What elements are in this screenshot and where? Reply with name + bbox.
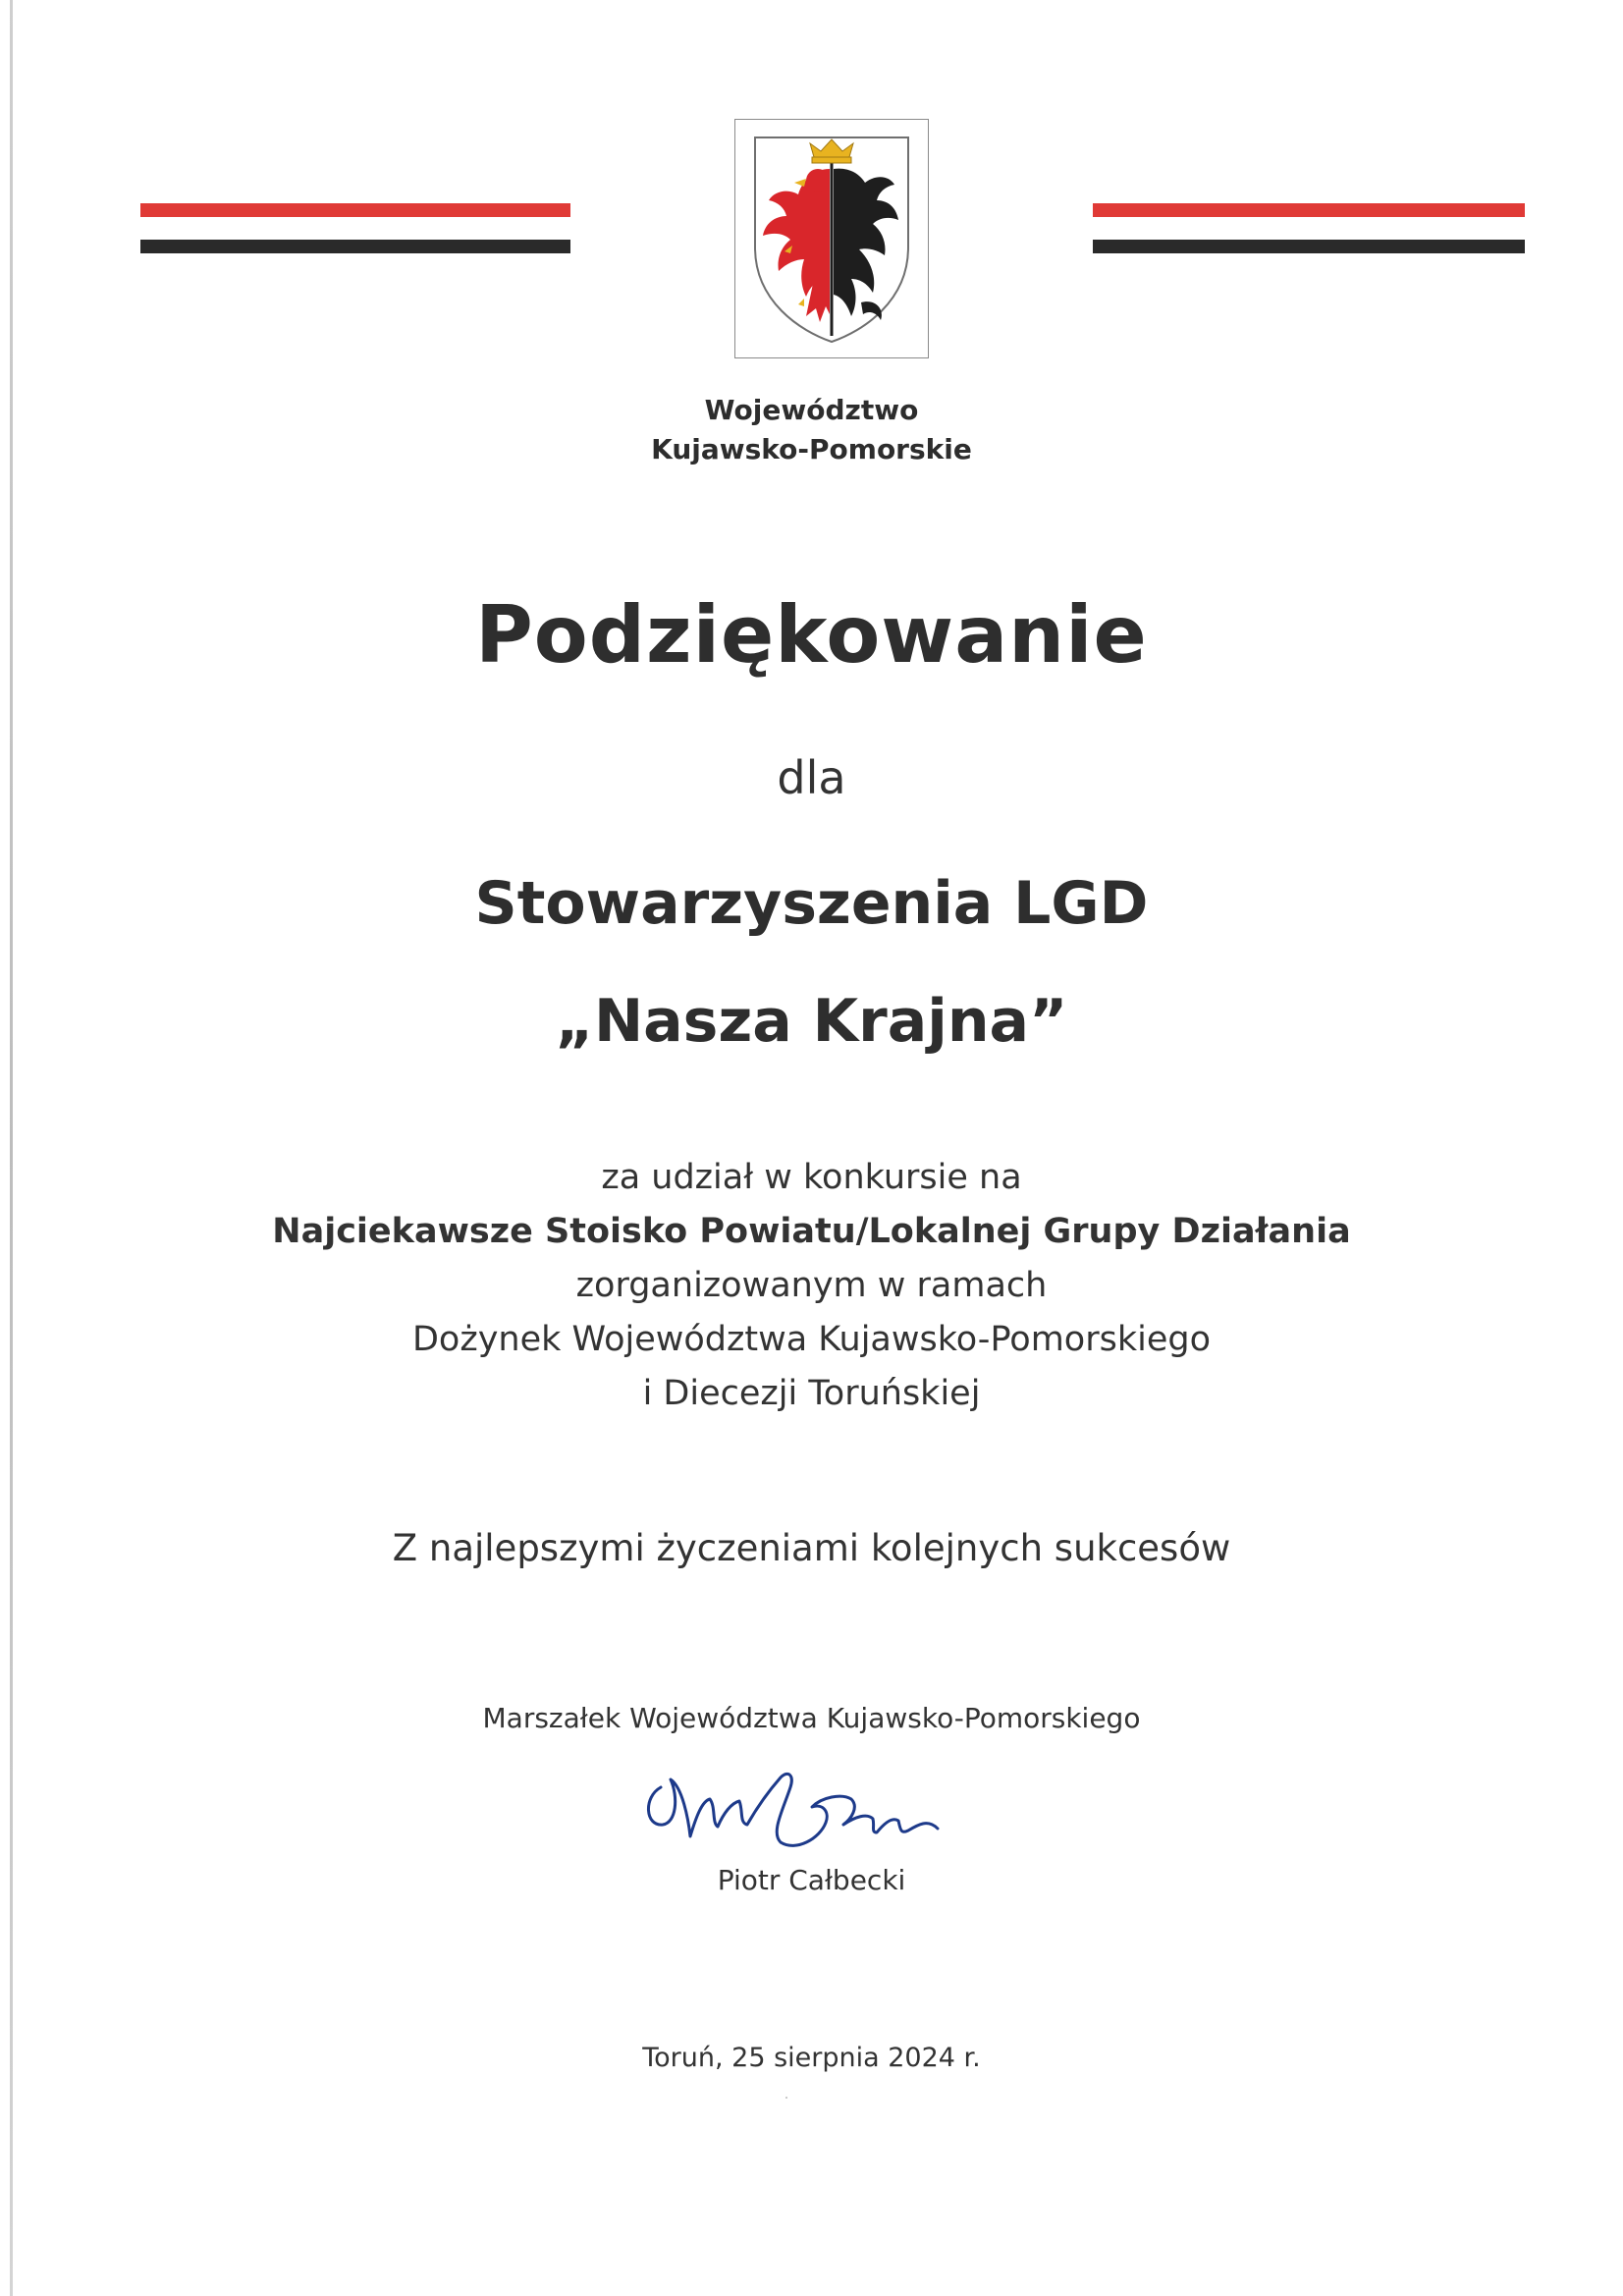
- signatory-name: Piotr Całbecki: [717, 1864, 906, 1896]
- scan-edge: [10, 0, 13, 2296]
- red-stripe-left: [140, 203, 570, 217]
- dark-stripe-left: [140, 240, 570, 253]
- coat-of-arms-icon: [745, 130, 918, 348]
- region-line-1: Województwo: [704, 394, 919, 426]
- signatory-title: Marszałek Województwa Kujawsko-Pomorskiego: [482, 1702, 1141, 1734]
- crest-frame: [734, 119, 929, 358]
- red-stripe-right: [1093, 203, 1525, 217]
- preposition: dla: [777, 751, 846, 804]
- body-line-1: za udział w konkursie na: [601, 1158, 1022, 1197]
- contest-name: Najciekawsze Stoisko Powiatu/Lokalnej Grupy Działania: [272, 1212, 1351, 1251]
- scan-speck: [785, 2097, 787, 2099]
- body-line-4: Dożynek Województwa Kujawsko-Pomorskiego: [411, 1320, 1212, 1359]
- recipient-line-1: Stowarzyszenia LGD: [474, 869, 1149, 938]
- region-line-2: Kujawsko-Pomorskie: [651, 433, 972, 465]
- dark-stripe-right: [1093, 240, 1525, 253]
- body-line-3: zorganizowanym w ramach: [575, 1266, 1048, 1305]
- body-line-5: i Diecezji Toruńskiej: [642, 1374, 981, 1413]
- document-title: Podziękowanie: [475, 589, 1148, 681]
- region-name: [0, 391, 1623, 469]
- wishes: Z najlepszymi życzeniami kolejnych sukcesów: [392, 1527, 1231, 1569]
- recipient-line-2: „Nasza Krajna”: [555, 987, 1068, 1056]
- body-text: [0, 1151, 1623, 1421]
- place-date: Toruń, 25 sierpnia 2024 r.: [642, 2043, 981, 2073]
- signature-icon: [633, 1758, 1046, 1866]
